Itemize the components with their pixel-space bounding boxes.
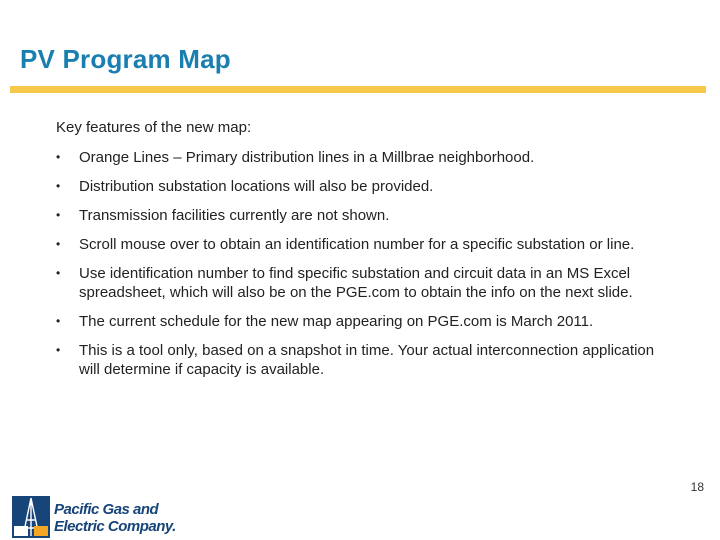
- slide-title: PV Program Map: [20, 44, 231, 74]
- title-divider: [10, 86, 706, 93]
- bullet-text: The current schedule for the new map appearing on PGE.com is March 2011.: [79, 313, 594, 330]
- bullet-list: [56, 148, 666, 389]
- pge-logo: [10, 496, 176, 540]
- bullet-text: Distribution substation locations will also be provided.: [79, 178, 434, 195]
- list-item: [56, 235, 666, 254]
- bullet-text: This is a tool only, based on a snapshot in time. Your actual interconnection application will determine if capacity is available.: [79, 342, 655, 378]
- list-item: [56, 177, 666, 196]
- bullet-icon: •: [56, 314, 61, 328]
- bullet-text: Transmission facilities currently are not shown.: [79, 207, 390, 224]
- list-item: [56, 148, 666, 167]
- pge-logo-mark-icon: [12, 496, 50, 538]
- logo-line-1: Pacific Gas and: [54, 501, 159, 518]
- list-item: [56, 341, 666, 379]
- bullet-icon: •: [56, 150, 61, 164]
- bullet-text: Orange Lines – Primary distribution lines in a Millbrae neighborhood.: [79, 149, 535, 166]
- bullet-icon: •: [56, 237, 61, 251]
- bullet-text: Scroll mouse over to obtain an identification number for a specific substation or line.: [79, 236, 635, 253]
- bullet-text: Use identification number to find specific substation and circuit data in an MS Excel spreadsheet, which will also be on the PGE.com to obtain the info on the next slide.: [79, 265, 633, 301]
- bullet-icon: •: [56, 179, 61, 193]
- list-item: [56, 312, 666, 331]
- logo-wordmark: [54, 501, 176, 535]
- intro-text: Key features of the new map:: [56, 119, 252, 136]
- bullet-icon: •: [56, 343, 61, 357]
- logo-line-2: Electric Company.: [54, 518, 176, 535]
- bullet-icon: •: [56, 266, 61, 280]
- bullet-icon: •: [56, 208, 61, 222]
- list-item: [56, 264, 666, 302]
- list-item: [56, 206, 666, 225]
- page-number: 18: [690, 480, 704, 494]
